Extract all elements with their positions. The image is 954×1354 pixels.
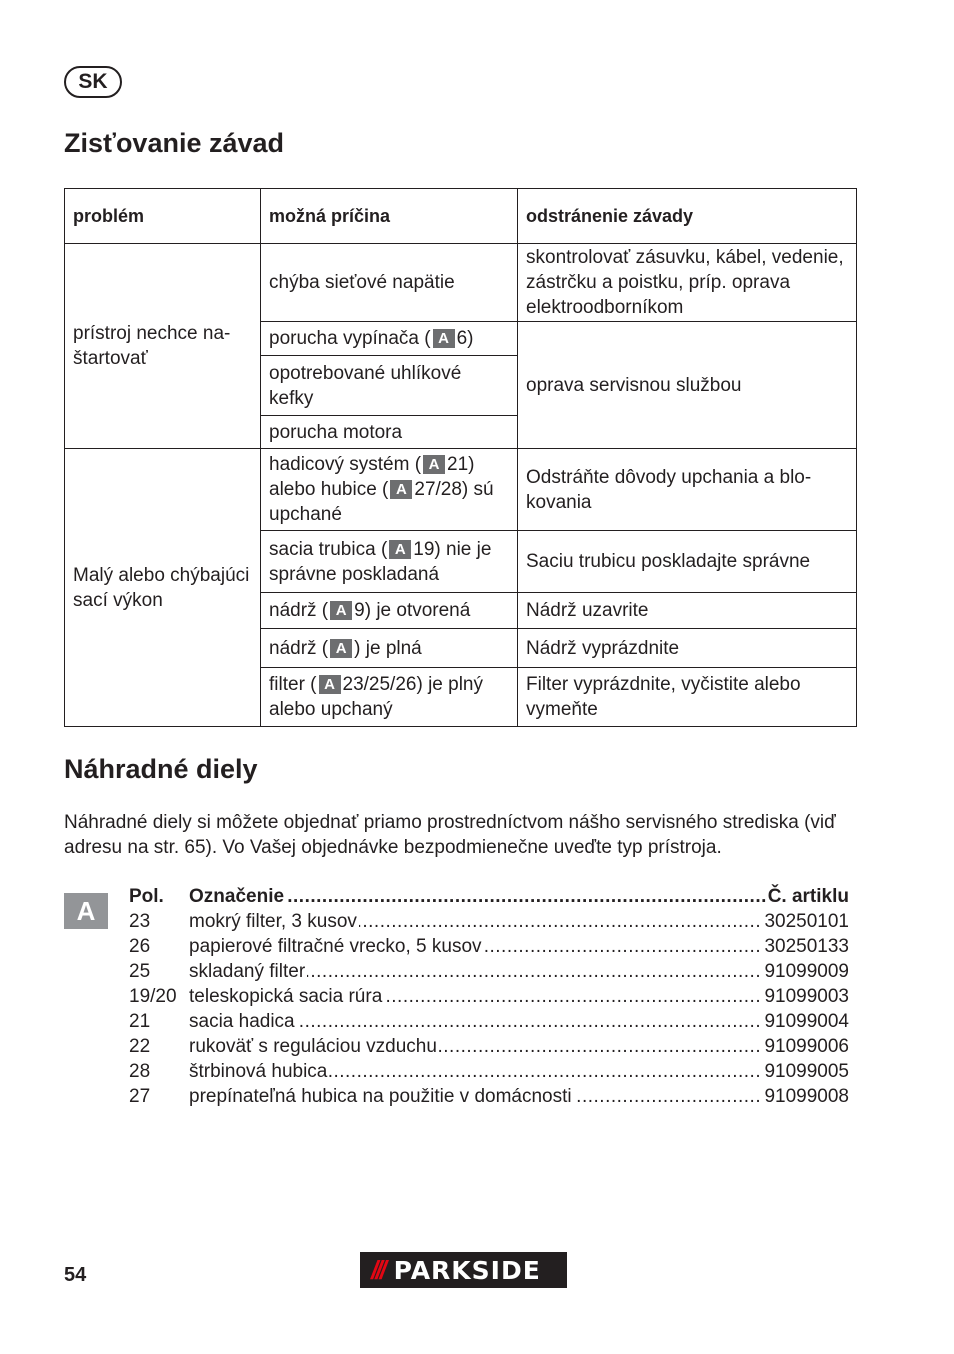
header-problem: problém [65, 189, 261, 244]
header-article-number: Č. artiklu [767, 886, 849, 907]
part-article-number: 30250133 [764, 936, 849, 957]
remedy-cell: Filter vyprázdnite, vyčistite alebo vymeňte [518, 668, 857, 727]
cause-cell: hadicový systém ( A 21) alebo hubice ( A 27/28) sú upchané [261, 449, 518, 531]
part-pos: 23 [129, 911, 151, 932]
page-number: 54 [64, 1264, 87, 1286]
part-name: sacia hadica [189, 1011, 295, 1032]
header-name: Označenie [189, 886, 285, 907]
part-name: skladaný filter [189, 961, 306, 982]
cause-cell: opotrebované uhlíkové kefky [261, 356, 518, 416]
parts-row [129, 1084, 849, 1109]
part-pos: 27 [129, 1086, 151, 1107]
part-pos: 19/20 [129, 986, 177, 1007]
figure-a-badge: A [433, 329, 455, 348]
part-name: rukoväť s reguláciou vzduchu [189, 1036, 437, 1057]
remedy-cell: Saciu trubicu poskladajte správne [518, 531, 857, 593]
spare-parts-list [129, 884, 849, 1109]
part-name: papierové filtračné vrecko, 5 kusov [189, 936, 482, 957]
section-title-spare-parts: Náhradné diely [64, 754, 258, 784]
part-article-number: 91099004 [764, 1011, 849, 1032]
problem-cell: prístroj nechce naštartovať [65, 244, 261, 449]
part-article-number: 30250101 [764, 911, 849, 932]
figure-a-badge: A [423, 455, 445, 474]
part-pos: 22 [129, 1036, 151, 1057]
logo-slashes: /// [371, 1254, 384, 1285]
spare-parts-paragraph: Náhradné diely si môžete objednať priamo prostredníctvom nášho servisného strediska (viď adresu na str. 65). Vo Vašej objednávke bezpodmienečne uveďte typ prístroja. [64, 812, 836, 858]
parts-row [129, 1034, 849, 1059]
figure-a-badge: A [64, 893, 108, 929]
parts-row [129, 1009, 849, 1034]
part-name: teleskopická sacia rúra [189, 986, 383, 1007]
parts-row [129, 1059, 849, 1084]
header-remedy: odstránenie závady [518, 189, 857, 244]
figure-a-badge: A [330, 601, 352, 620]
figure-a-badge: A [319, 675, 341, 694]
troubleshooting-table [64, 188, 857, 727]
part-name: prepínateľná hubica na použitie v domácnosti [189, 1086, 572, 1107]
part-pos: 28 [129, 1061, 151, 1082]
table-row [65, 244, 857, 322]
remedy-cell: skontrolovať zásuvku, kábel, vedenie, zástrčku a poistku, príp. oprava elektroodborníkom [518, 244, 857, 322]
remedy-cell: Nádrž vyprázdnite [518, 629, 857, 668]
part-pos: 21 [129, 1011, 151, 1032]
cause-cell: sacia trubica ( A 19) nie je správne poskladaná [261, 531, 518, 593]
section-title-troubleshooting: Zisťovanie závad [64, 128, 285, 158]
table-header-row [65, 189, 857, 244]
part-article-number: 91099009 [764, 961, 849, 982]
part-pos: 26 [129, 936, 151, 957]
figure-a-badge: A [330, 639, 352, 658]
language-badge: SK [64, 66, 122, 98]
parts-row [129, 959, 849, 984]
parts-row [129, 934, 849, 959]
part-name: štrbinová hubica [189, 1061, 328, 1082]
cause-cell: porucha vypínača ( A 6) [261, 322, 518, 356]
table-row [65, 449, 857, 531]
problem-cell: Malý alebo chýbajúci sací výkon [65, 449, 261, 727]
parts-row [129, 984, 849, 1009]
figure-a-badge: A [389, 540, 411, 559]
cause-cell: nádrž ( A 9) je otvorená [261, 593, 518, 629]
part-name: mokrý filter, 3 kusov [189, 911, 357, 932]
cause-cell: porucha motora [261, 416, 518, 449]
remedy-cell: Nádrž uzavrite [518, 593, 857, 629]
part-article-number: 91099008 [764, 1086, 849, 1107]
part-article-number: 91099006 [764, 1036, 849, 1057]
remedy-cell: oprava servisnou službou [518, 322, 857, 449]
cause-cell: nádrž ( A ) je plná [261, 629, 518, 668]
header-cause: možná príčina [261, 189, 518, 244]
parkside-logo [361, 1253, 566, 1287]
logo-wordmark: PARKSIDE [393, 1255, 541, 1285]
cause-cell: filter ( A 23/25/26) je plný alebo upchaný [261, 668, 518, 727]
part-article-number: 91099005 [764, 1061, 849, 1082]
parts-header-row [129, 884, 849, 909]
remedy-cell: Odstráňte dôvody upchania a blokovania [518, 449, 857, 531]
part-pos: 25 [129, 961, 151, 982]
figure-a-badge: A [390, 480, 412, 499]
part-article-number: 91099003 [764, 986, 849, 1007]
header-pos: Pol. [129, 886, 164, 907]
parts-row [129, 909, 849, 934]
cause-cell: chýba sieťové napätie [261, 244, 518, 322]
